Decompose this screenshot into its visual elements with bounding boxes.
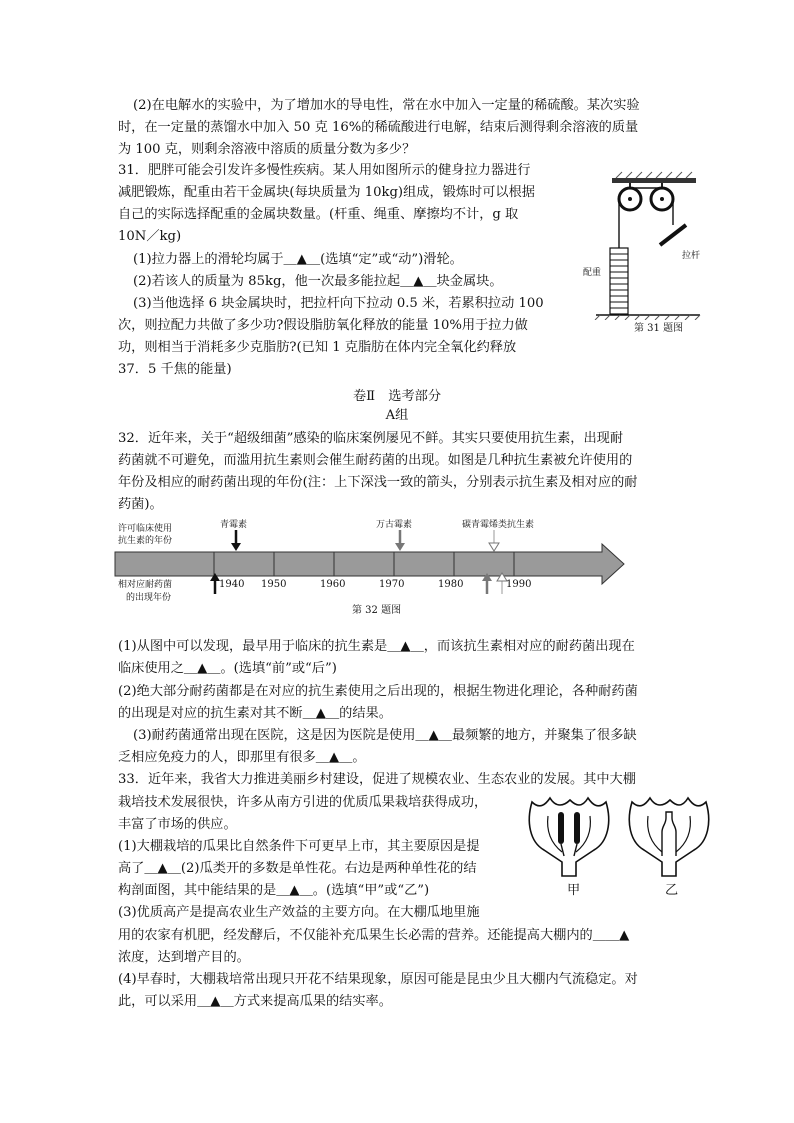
fig31-caption: 第 31 题图 <box>634 323 684 334</box>
q33-line-11: 此，可以采用＿▲＿方式来提高瓜果的结实率。 <box>118 994 392 1009</box>
timeline-bottom-label-1: 相对应耐药菌 <box>118 580 173 590</box>
q32-sub-1b: 临床使用之＿▲＿。(选填“前”或“后”) <box>118 661 337 676</box>
pulley-figure <box>570 170 705 320</box>
q31-line-10: 37．5 千焦的能量) <box>118 362 232 377</box>
q31-line-8: 次，则拉配力共做了多少功?假设脂肪氧化释放的能量 10%用于拉力做 <box>118 318 528 333</box>
q33-line-3: 丰富了市场的供应。 <box>118 817 237 832</box>
q33-line-9: 浓度，达到增产目的。 <box>118 950 250 965</box>
q32-sub-1a: (1)从图中可以发现，最早用于临床的抗生素是＿▲＿，而该抗生素相对应的耐药菌出现在 <box>118 639 635 654</box>
q33-line-8: 用的农家有机肥，经发酵后，不仅能补充瓜果生长必需的营养。还能提高大棚内的＿＿▲ <box>118 928 630 943</box>
flower-a-label: 甲 <box>567 883 581 898</box>
flower-a-figure <box>522 792 617 877</box>
year-1990: 1990 <box>506 579 532 590</box>
q32-sub-3a: (3)耐药菌通常出现在医院，这是因为医院是使用＿▲＿最频繁的地方，并聚集了很多缺 <box>133 728 637 743</box>
q30-line-3: 为 100 克，则剩余溶液中溶质的质量分数为多少？ <box>118 142 416 157</box>
year-1970: 1970 <box>379 579 405 590</box>
q33-line-10: (4)早春时，大棚栽培常出现只开花不结果现象，原因可能是昆虫少且大棚内气流稳定。对 <box>118 972 638 987</box>
drug-carbapenem: 碳青霉烯类抗生素 <box>462 520 535 530</box>
flower-b-figure <box>622 792 717 877</box>
year-1980: 1980 <box>438 579 464 590</box>
q32-sub-2a: (2)绝大部分耐药菌都是在对应的抗生素使用之后出现的，根据生物进化理论，各种耐药菌 <box>118 684 638 699</box>
q33-line-5: 高了＿▲＿(2)瓜类开的多数是单性花。右边是两种单性花的结 <box>118 861 477 876</box>
q32-line-3: 年份及相应的耐药菌出现的年份(注：上下深浅一致的箭头，分别表示抗生素及相对应的耐 <box>118 475 638 490</box>
group-title: A组 <box>385 408 409 423</box>
q33-line-6: 构剖面图，其中能结果的是＿▲＿。(选填“甲”或“乙”) <box>118 883 430 898</box>
q33-line-4: (1)大棚栽培的瓜果比自然条件下可更早上市，其主要原因是提 <box>118 839 480 854</box>
timeline-top-label-2: 抗生素的年份 <box>118 536 173 546</box>
year-1950: 1950 <box>261 579 287 590</box>
timeline-top-label-1: 许可临床使用 <box>118 524 173 534</box>
q31-line-3: 自己的实际选择配重的金属块数量。(杆重、绳重、摩擦均不计，g 取 <box>118 207 519 222</box>
rod-label: 拉杆 <box>682 251 701 261</box>
timeline-bottom-label-2: 的出现年份 <box>126 593 172 603</box>
q32-line-1: 32．近年来，关于“超级细菌”感染的临床案例屡见不鲜。其实只要使用抗生素，出现耐 <box>118 431 624 446</box>
q31-sub-2: (2)若该人的质量为 85kg，他一次最多能拉起＿▲＿块金属块。 <box>133 274 503 289</box>
q31-line-1: 31．肥胖可能会引发许多慢性疾病。某人用如图所示的健身拉力器进行 <box>118 163 531 178</box>
q31-line-2: 减肥锻炼，配重由若干金属块(每块质量为 10kg)组成，锻炼时可以根据 <box>118 185 535 200</box>
q31-sub-1: (1)拉力器上的滑轮均属于＿▲＿(选填“定”或“动”)滑轮。 <box>133 252 463 267</box>
q33-line-2: 栽培技术发展很快，许多从南方引进的优质瓜果栽培获得成功， <box>118 795 488 810</box>
q32-sub-3b: 乏相应免疫力的人，即那里有很多＿▲＿。 <box>118 750 366 765</box>
q31-sub-3: (3)当他选择 6 块金属块时，把拉杆向下拉动 0.5 米，若累积拉动 100 <box>133 296 544 311</box>
q32-line-2: 药菌就不可避免，而滥用抗生素则会催生耐药菌的出现。如图是几种抗生素被允许使用的 <box>118 453 633 468</box>
q31-line-4: 10N／kg) <box>118 229 182 244</box>
q30-line-1: (2)在电解水的实验中，为了增加水的导电性，常在水中加入一定量的稀硫酸。某次实验 <box>133 98 640 113</box>
q32-line-4: 药菌)。 <box>118 497 163 512</box>
flower-b-label: 乙 <box>665 883 679 898</box>
year-1960: 1960 <box>320 579 346 590</box>
q31-line-9: 功，则相当于消耗多少克脂肪?(已知 1 克脂肪在体内完全氧化约释放 <box>118 340 517 355</box>
timeline-figure <box>112 514 632 604</box>
fig32-caption: 第 32 题图 <box>352 605 402 616</box>
drug-penicillin: 青霉素 <box>220 520 248 530</box>
q33-line-7: (3)优质高产是提高农业生产效益的主要方向。在大棚瓜地里施 <box>118 905 480 920</box>
q30-line-2: 时，在一定量的蒸馏水中加入 50 克 16%的稀硫酸进行电解，结束后测得剩余溶液的质量 <box>118 120 639 135</box>
section-title: 卷Ⅱ 选考部分 <box>352 389 442 404</box>
q33-line-1: 33．近年来，我省大力推进美丽乡村建设，促进了规模农业、生态农业的发展。其中大棚 <box>118 772 636 787</box>
drug-vancomycin: 万古霉素 <box>376 520 413 530</box>
q32-sub-2b: 的出现是对应的抗生素对其不断＿▲＿的结果。 <box>118 706 392 721</box>
year-1940: 1940 <box>219 579 245 590</box>
weight-label: 配重 <box>583 268 602 278</box>
